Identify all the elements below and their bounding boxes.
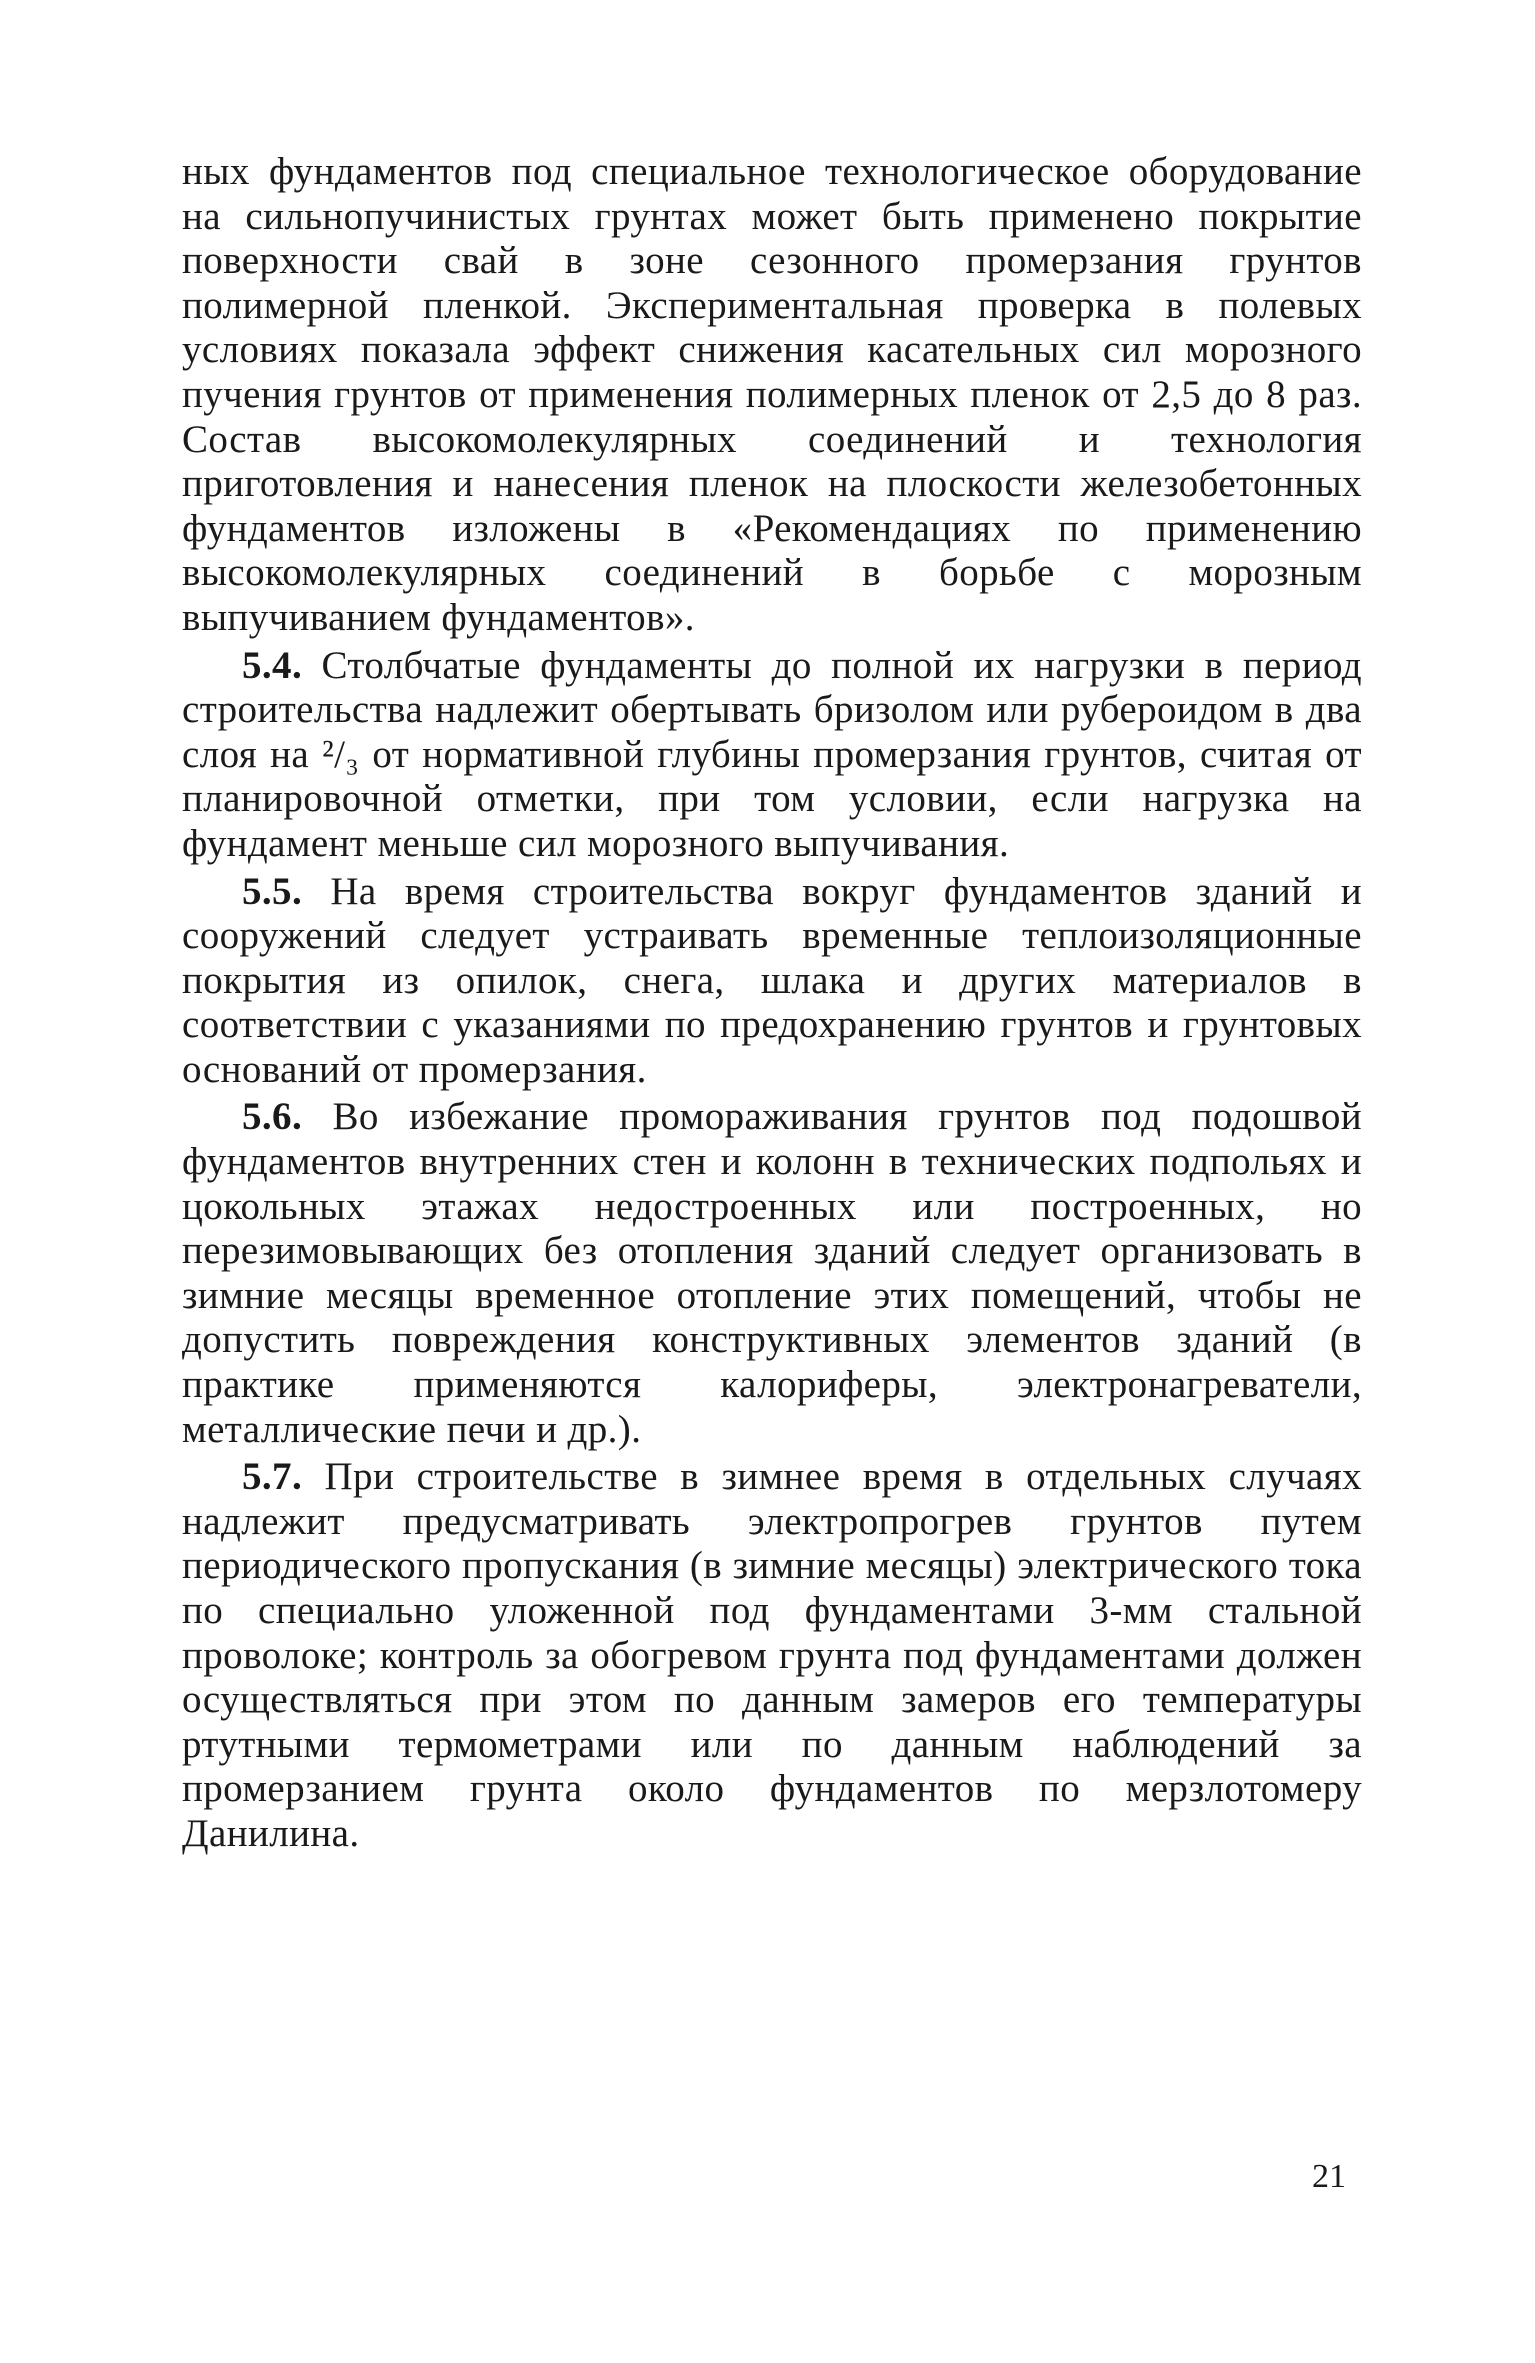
paragraph-text: Столбчатые фундаменты до полной их нагрузки в период строительства надлежит обертывать бризолом или рубероидом в два слоя на ²/₃ от нормативной глубины промерзания грунтов, считая от планировочной отметки, при том условии, если нагрузка на фундамент меньше сил морозного выпучивания. <box>182 643 1362 865</box>
page-number: 21 <box>1312 2158 1346 2195</box>
paragraph-text: ных фундаментов под специальное технологическое оборудование на сильнопучинистых грунтах может быть применено покрытие поверхности свай в зоне сезонного промерзания грунтов полимерной пленкой. Экспериментальная проверка в полевых условиях показала эффект снижения касательных сил морозного пучения грунтов от применения полимерных пленок от 2,5 до 8 раз. Состав высокомолекулярных соединений и технология приготовления и нанесения пленок на плоскости железобетонных фундаментов изложены в «Рекомендациях по применению высокомолекулярных соединений в борьбе с морозным выпучиванием фундаментов». <box>182 150 1362 639</box>
paragraph-continued <box>182 150 1362 641</box>
paragraph-5-6 <box>182 1095 1362 1452</box>
paragraph-text: На время строительства вокруг фундаментов зданий и сооружений следует устраивать временные теплоизоляционные покрытия из опилок, снега, шлака и других материалов в соответствии с указаниями по предохранению грунтов и грунтовых оснований от промерзания. <box>182 869 1362 1091</box>
body-text <box>182 150 1362 1860</box>
paragraph-5-7 <box>182 1455 1362 1856</box>
paragraph-number: 5.6. <box>242 1095 303 1139</box>
paragraph-5-5 <box>182 870 1362 1093</box>
paragraph-5-4 <box>182 644 1362 867</box>
paragraph-text: Во избежание промораживания грунтов под подошвой фундаментов внутренних стен и колонн в технических подпольях и цокольных этажах недостроенных или построенных, но перезимовывающих без отопления зданий следует организовать в зимние месяцы временное отопление этих помещений, чтобы не допустить повреждения конструктивных элементов зданий (в практике применяются калориферы, электронагреватели, металлические печи и др.). <box>182 1095 1362 1451</box>
paragraph-number: 5.4. <box>242 643 303 687</box>
paragraph-number: 5.7. <box>242 1455 303 1499</box>
paragraph-text: При строительстве в зимнее время в отдельных случаях надлежит предусматривать электропрогрев грунтов путем периодического пропускания (в зимние месяцы) электрического тока по специально уложенной под фундаментами 3-мм стальной проволоке; контроль за обогревом грунта под фундаментами должен осуществляться при этом по данным замеров его температуры ртутными термометрами или по данным наблюдений за промерзанием грунта около фундаментов по мерзлотомеру Данилина. <box>182 1455 1362 1855</box>
paragraph-number: 5.5. <box>242 869 303 913</box>
